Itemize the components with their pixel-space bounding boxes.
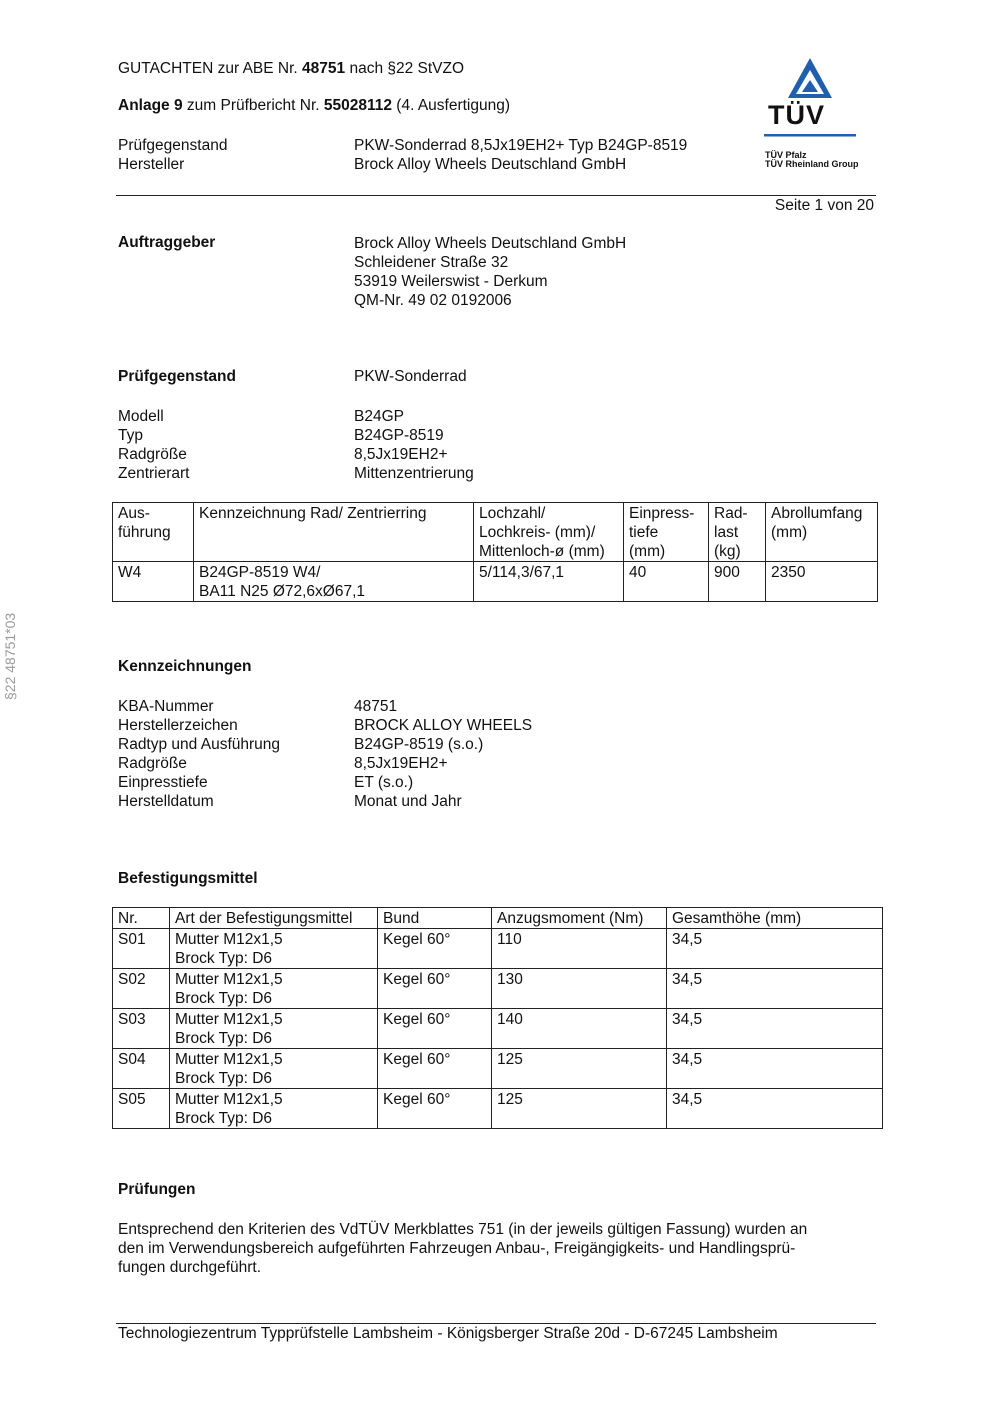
table-header-row — [113, 503, 878, 562]
table-row — [113, 1009, 883, 1049]
header-cell: Bund — [378, 908, 492, 929]
table-cell: 110 — [492, 929, 667, 969]
table-cell: S04 — [113, 1049, 170, 1089]
header-cell: Art der Befestigungsmittel — [170, 908, 378, 929]
markings-labels: KBA-Nummer Herstellerzeichen Radtyp und Ausführung Radgröße Einpresstiefe Herstelldatum — [118, 698, 281, 810]
table-cell: Mutter M12x1,5 Brock Typ: D6 — [170, 929, 378, 969]
header-cell: Rad- last (kg) — [709, 503, 766, 562]
table-cell: 130 — [492, 969, 667, 1009]
table-cell: S05 — [113, 1089, 170, 1129]
table-cell: S01 — [113, 929, 170, 969]
test-object-values: B24GP B24GP-8519 8,5Jx19EH2+ Mittenzentrierung — [354, 408, 474, 482]
table-cell: Kegel 60° — [378, 969, 492, 1009]
table-row — [113, 929, 883, 969]
table-cell: 34,5 — [667, 1049, 883, 1089]
table-cell: Kegel 60° — [378, 1049, 492, 1089]
table-row — [113, 1089, 883, 1129]
header-cell: Aus- führung — [113, 503, 194, 562]
table-cell: 5/114,3/67,1 — [474, 562, 624, 602]
table-cell: Mutter M12x1,5 Brock Typ: D6 — [170, 969, 378, 1009]
header-labels: Prüfgegenstand Hersteller — [118, 137, 228, 173]
table-cell: Kegel 60° — [378, 929, 492, 969]
table-cell: Mutter M12x1,5 Brock Typ: D6 — [170, 1009, 378, 1049]
fasteners-title: Befestigungsmittel — [118, 870, 258, 887]
table-row — [113, 1049, 883, 1089]
footer-address: Technologiezentrum Typprüfstelle Lambsheim - Königsberger Straße 20d - D-67245 Lambsheim — [118, 1325, 778, 1342]
table-cell: 900 — [709, 562, 766, 602]
markings-title: Kennzeichnungen — [118, 658, 252, 675]
test-object-label: Prüfgegenstand — [118, 368, 236, 385]
test-object-value: PKW-Sonderrad — [354, 368, 467, 385]
test-object-labels: Modell Typ Radgröße Zentrierart — [118, 408, 190, 482]
page-number: Seite 1 von 20 — [774, 197, 874, 214]
tuev-logo — [762, 56, 862, 176]
tests-paragraph: Entsprechend den Kriterien des VdTÜV Merkblattes 751 (in der jeweils gültigen Fassung) wurden an den im Verwendungsbereich aufgeführten Fahrzeugen Anbau-, Freigängigkeits- und Handlingsprü- fungen durchgeführt. — [118, 1221, 808, 1276]
tuev-logo-text: TÜV — [768, 100, 825, 130]
document-title: GUTACHTEN zur ABE Nr. 48751 nach §22 StVZO — [118, 60, 465, 77]
wheel-variant-table — [112, 502, 878, 602]
table-cell: W4 — [113, 562, 194, 602]
table-cell: 140 — [492, 1009, 667, 1049]
header-values: PKW-Sonderrad 8,5Jx19EH2+ Typ B24GP-8519 Brock Alloy Wheels Deutschland GmbH — [354, 137, 688, 173]
client-label: Auftraggeber — [118, 234, 216, 251]
table-cell: 125 — [492, 1049, 667, 1089]
table-cell: Kegel 60° — [378, 1089, 492, 1129]
table-row — [113, 969, 883, 1009]
table-cell: S02 — [113, 969, 170, 1009]
fasteners-table — [112, 907, 883, 1129]
table-cell: Mutter M12x1,5 Brock Typ: D6 — [170, 1049, 378, 1089]
client-address: Brock Alloy Wheels Deutschland GmbH Schleidener Straße 32 53919 Weilerswist - Derkum QM-Nr. 49 02 0192006 — [354, 235, 627, 309]
table-cell: 2350 — [766, 562, 878, 602]
table-cell: S03 — [113, 1009, 170, 1049]
table-cell: B24GP-8519 W4/ BA11 N25 Ø72,6xØ67,1 — [194, 562, 474, 602]
table-cell: 125 — [492, 1089, 667, 1129]
table-cell: 34,5 — [667, 969, 883, 1009]
table-row — [113, 562, 878, 602]
side-mark: §22 48751*03 — [2, 612, 18, 700]
header-cell: Abrollumfang (mm) — [766, 503, 878, 562]
table-cell: 34,5 — [667, 1089, 883, 1129]
header-cell: Nr. — [113, 908, 170, 929]
header-cell: Gesamthöhe (mm) — [667, 908, 883, 929]
header-cell: Kennzeichnung Rad/ Zentrierring — [194, 503, 474, 562]
table-cell: 34,5 — [667, 929, 883, 969]
footer-divider — [116, 1323, 876, 1324]
markings-values: 48751 BROCK ALLOY WHEELS B24GP-8519 (s.o.) 8,5Jx19EH2+ ET (s.o.) Monat und Jahr — [354, 698, 533, 810]
table-cell: Kegel 60° — [378, 1009, 492, 1049]
header-cell: Einpress- tiefe (mm) — [624, 503, 709, 562]
table-cell: 34,5 — [667, 1009, 883, 1049]
header-divider — [116, 195, 876, 196]
header-cell: Anzugsmoment (Nm) — [492, 908, 667, 929]
table-cell: 40 — [624, 562, 709, 602]
report-reference: Anlage 9 zum Prüfbericht Nr. 55028112 (4. Ausfertigung) — [118, 97, 511, 114]
tuev-logo-sub1: TÜV Pfalz — [765, 150, 807, 160]
tests-title: Prüfungen — [118, 1181, 196, 1198]
table-cell: Mutter M12x1,5 Brock Typ: D6 — [170, 1089, 378, 1129]
header-cell: Lochzahl/ Lochkreis- (mm)/ Mittenloch-ø (mm) — [474, 503, 624, 562]
tuev-logo-sub2: TÜV Rheinland Group — [765, 159, 859, 169]
table-header-row — [113, 908, 883, 929]
